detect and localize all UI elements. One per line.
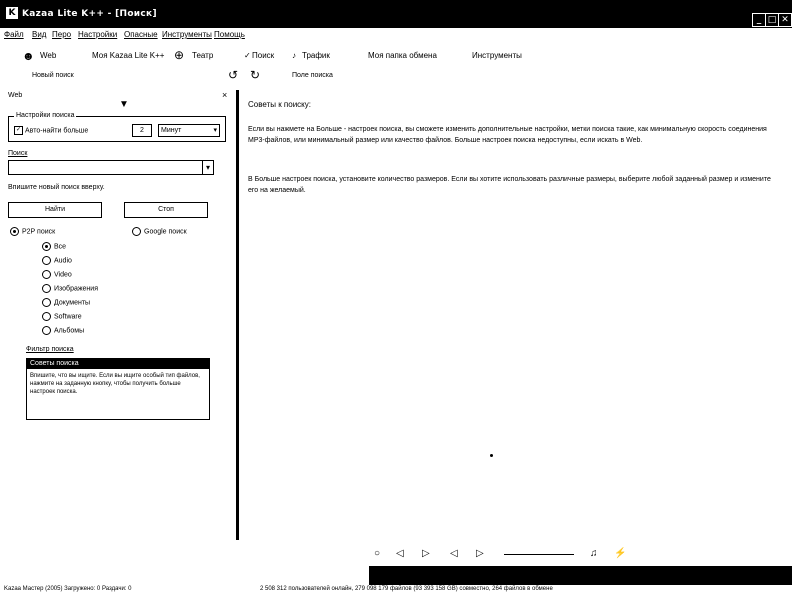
search-panel: [8, 90, 232, 540]
check-icon: ✓: [15, 127, 22, 133]
tips-title: Советы к поиску:: [248, 100, 311, 109]
toolbar-shared-folder[interactable]: Моя папка обмена: [368, 51, 437, 60]
menu-pen[interactable]: Перо: [52, 30, 72, 39]
search-hint: Впишите новый поиск вверху.: [8, 184, 105, 191]
radio-icon: [10, 227, 19, 236]
search-filter-link[interactable]: Фильтр поиска: [26, 346, 74, 353]
pause-icon[interactable]: ◁: [450, 548, 458, 559]
new-search-button[interactable]: Новый поиск: [32, 72, 74, 79]
toolbar-my-kazaa[interactable]: Моя Kazaa Lite K++: [92, 51, 165, 60]
search-label: Поиск: [8, 150, 28, 157]
main-content: [240, 90, 792, 570]
toolbar-web[interactable]: Web: [40, 51, 57, 60]
close-button[interactable]: ✕: [778, 13, 792, 27]
google-search-label: Google поиск: [144, 228, 187, 236]
search-input[interactable]: [8, 160, 214, 175]
forward-icon[interactable]: ↻: [250, 68, 261, 82]
kazaa-logo-icon: K: [6, 7, 18, 19]
type-video-label: Video: [54, 271, 72, 279]
type-albums-label: Альбомы: [54, 327, 85, 335]
seek-bar[interactable]: [504, 554, 574, 555]
panel-close-button[interactable]: ×: [222, 90, 228, 100]
splitter-end: [236, 520, 239, 540]
search-toolbar: [0, 66, 792, 86]
type-video-radio[interactable]: [42, 270, 72, 279]
previous-icon[interactable]: ◁: [396, 548, 404, 559]
type-all-radio[interactable]: [42, 242, 66, 251]
type-audio-label: Audio: [54, 257, 72, 265]
more-search-button[interactable]: Поле поиска: [292, 72, 333, 79]
find-button[interactable]: Найти: [8, 202, 102, 218]
menu-dangerous[interactable]: Опасные: [124, 30, 158, 39]
back-icon[interactable]: ↺: [228, 68, 239, 82]
p2p-search-radio[interactable]: [10, 227, 55, 236]
toolbar-traffic[interactable]: Трафик: [302, 51, 330, 60]
radio-icon: [42, 256, 51, 265]
menu-view[interactable]: Вид: [32, 30, 47, 39]
player-controls: [370, 546, 630, 564]
menu-tools[interactable]: Инструменты: [162, 30, 212, 39]
volume-icon[interactable]: ♫: [590, 548, 598, 559]
toolbar-theater[interactable]: Театр: [192, 51, 214, 60]
toolbar-search[interactable]: Поиск: [252, 51, 275, 60]
search-dropdown-button[interactable]: ▾: [202, 160, 214, 175]
auto-find-minutes-input[interactable]: 2: [132, 124, 152, 137]
panel-header: Web: [8, 92, 23, 99]
menu-settings[interactable]: Настройки: [78, 30, 118, 39]
auto-find-checkbox[interactable]: [14, 126, 88, 135]
settings-group-label: Настройки поиска: [16, 112, 75, 119]
radio-icon: [42, 298, 51, 307]
traffic-icon: ♪: [292, 51, 296, 60]
tips-paragraph-2: В Больше настроек поиска, установите количество размеров. Если вы хотите использовать различные размеры, выберите любой заданный размер и измените его на желаемый.: [248, 176, 771, 194]
maximize-button[interactable]: □: [765, 13, 779, 27]
media-display: [369, 566, 792, 585]
menu-bar: [0, 28, 792, 42]
cursor-dot: [490, 454, 493, 457]
tip-box: [26, 358, 210, 420]
main-toolbar: [0, 44, 792, 66]
stop-button[interactable]: Стоп: [124, 202, 208, 218]
type-software-label: Software: [54, 313, 82, 321]
collapse-arrow-icon[interactable]: ▼: [119, 99, 129, 110]
chevron-down-icon: ▾: [213, 127, 217, 134]
tips-paragraph-1: Если вы нажмете на Больше - настроек поиска, вы сможете изменить дополнительные настройки, метки поиска такие, как минимальную скорость соединения MP3-файлов, или минимальный размер или качество файлов. Больше настроек поиска недоступны, если искать в Web.: [248, 126, 767, 144]
auto-find-label: Авто-найти больше: [25, 127, 89, 135]
status-bar: [0, 585, 792, 595]
next-icon[interactable]: ▷: [476, 548, 484, 559]
type-images-label: Изображения: [54, 285, 98, 293]
type-audio-radio[interactable]: [42, 256, 72, 265]
status-right: 2 508 312 пользователей онлайн, 279 098 179 файлов (93 393 158 GB) совместно, 264 файлов в обмене: [260, 586, 553, 592]
type-documents-label: Документы: [54, 299, 91, 307]
menu-file[interactable]: Файл: [4, 30, 24, 39]
type-all-label: Все: [54, 243, 67, 251]
type-software-radio[interactable]: [42, 312, 82, 321]
google-search-radio[interactable]: [132, 227, 187, 236]
play-icon[interactable]: ▷: [422, 548, 430, 559]
status-left: Kazaa Мастер (2005) Загружено: 0 Раздачи: 0: [4, 586, 132, 592]
p2p-search-label: P2P поиск: [22, 228, 56, 236]
window-title: Kazaa Lite K++ - [Поиск]: [22, 9, 157, 19]
minimize-button[interactable]: _: [752, 13, 766, 27]
type-documents-radio[interactable]: [42, 298, 90, 307]
search-icon: ✓: [244, 51, 251, 60]
web-icon: ☻: [22, 49, 35, 63]
radio-icon: [132, 227, 141, 236]
theater-icon: ⊕: [174, 48, 185, 62]
title-bar: [0, 0, 792, 28]
radio-icon: [42, 326, 51, 335]
type-images-radio[interactable]: [42, 284, 98, 293]
radio-icon: [42, 284, 51, 293]
time-unit-select[interactable]: [158, 124, 220, 137]
menu-help[interactable]: Помощь: [214, 30, 245, 39]
tip-title: Советы поиска: [27, 359, 209, 369]
type-albums-radio[interactable]: [42, 326, 84, 335]
tip-text: Впишите, что вы ищите. Если вы ищите особый тип файлов, нажмите на заданную кнопку, чтобы получить больше настроек поиска.: [30, 373, 200, 395]
radio-icon: [42, 270, 51, 279]
stop-icon[interactable]: ○: [374, 548, 381, 559]
panel-splitter[interactable]: [236, 90, 239, 540]
radio-icon: [42, 242, 51, 251]
mute-icon[interactable]: ⚡: [614, 548, 627, 559]
radio-icon: [42, 312, 51, 321]
time-unit-value: Минут: [161, 127, 182, 134]
toolbar-tools[interactable]: Инструменты: [472, 51, 522, 60]
